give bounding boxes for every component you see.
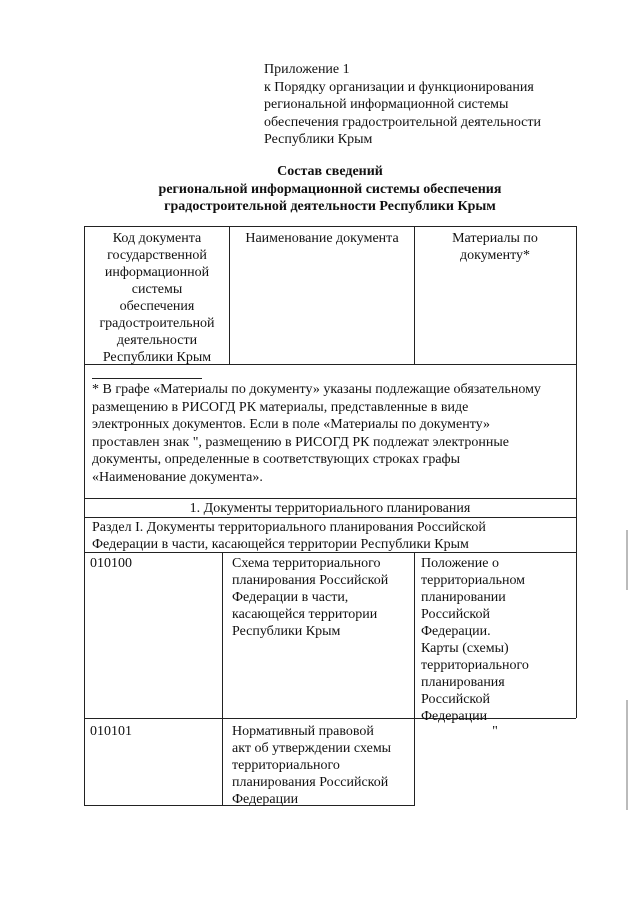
header-divider-1 (229, 226, 230, 364)
row-materials-line: планировании (421, 590, 506, 605)
table-border-footnote-bottom (84, 498, 576, 499)
row-1-name (232, 555, 388, 640)
row-divider-2 (414, 552, 415, 806)
header-divider-2 (414, 226, 415, 364)
footnote-line: проставлен знак ", размещению в РИСОГД РК подлежат электронные (92, 434, 509, 450)
row-materials-line: планирования (421, 675, 505, 690)
row-name-line: Республики Крым (232, 624, 341, 639)
row-code-text: 010101 (90, 724, 132, 739)
row-name-line: Федерации (232, 792, 299, 807)
header-name-cell (231, 230, 413, 247)
row-materials-line: территориального (421, 658, 529, 673)
header-code-line: обеспечения (119, 299, 195, 314)
row-materials-line: Российской (421, 692, 490, 707)
appendix-line: региональной информационной системы (264, 97, 509, 112)
row-name-line: акт об утверждении схемы (232, 741, 392, 756)
footnote-line: размещению в РИСОГД РК материалы, представленные в виде (92, 399, 469, 415)
header-code-line: информационной (104, 265, 210, 280)
row-name-line: планирования Российской (232, 775, 389, 790)
row-1-code (90, 555, 132, 572)
appendix-line: обеспечения градостроительной деятельности (264, 114, 542, 130)
section-title-text: 1. Документы территориального планирования (189, 501, 471, 516)
header-code-line: государственной (107, 248, 207, 263)
row-materials-line: Федерации. (421, 624, 491, 639)
row-name-line: территориального (232, 758, 340, 773)
appendix-line: Республики Крым (264, 132, 373, 147)
row-name-line: Схема территориального (232, 556, 381, 571)
row-name-line: касающейся территории (232, 607, 378, 622)
subsection-line: Федерации в части, касающейся территории Республики Крым (92, 537, 469, 552)
footnote-separator (92, 378, 202, 379)
header-code-cell (86, 230, 228, 366)
header-materials-line: Материалы по (452, 231, 538, 246)
row-1-materials (421, 555, 529, 725)
row-materials-line: Карты (схемы) (421, 641, 509, 656)
header-name-line: Наименование документа (245, 231, 399, 246)
row-name-line: Федерации в части, (232, 590, 349, 605)
row-materials-line: Положение о (421, 556, 499, 571)
header-materials-line: документу* (459, 248, 531, 263)
row-materials-line: Российской (421, 607, 490, 622)
table-border-section-bottom (84, 517, 576, 518)
header-materials-cell (416, 230, 574, 264)
row-code-text: 010100 (90, 556, 132, 571)
header-code-line: градостроительной (99, 316, 215, 331)
row-divider-1 (222, 552, 223, 806)
row-name-line: Нормативный правовой (232, 724, 374, 739)
footnote-line: электронных документов. Если в поле «Материалы по документу» (92, 417, 491, 432)
row-materials-line: Федерации (421, 709, 488, 724)
appendix-header (264, 61, 541, 149)
subsection-line: Раздел I. Документы территориального планирования Российской (92, 520, 486, 535)
row-2-name (232, 723, 391, 808)
document-title (100, 163, 560, 216)
header-code-line: Республики Крым (102, 350, 212, 365)
scan-artifact (626, 700, 628, 810)
title-line: региональной информационной системы обеспечения (158, 181, 502, 197)
header-code-line: деятельности (116, 333, 198, 348)
table-border-top (84, 226, 576, 227)
footnote-line: * В графе «Материалы по документу» указаны подлежащие обязательному (92, 382, 541, 397)
scan-artifact (626, 530, 628, 590)
footnote-line: «Наименование документа». (92, 469, 263, 485)
table-border-right (576, 226, 577, 718)
title-line: градостроительной деятельности Республики Крым (164, 199, 496, 214)
appendix-line: к Порядку организации и функционирования (264, 79, 534, 95)
ditto-mark: " (492, 724, 498, 739)
row-2-code (90, 723, 132, 740)
header-code-line: Код документа (112, 231, 202, 246)
row-name-line: планирования Российской (232, 573, 389, 588)
footnote-line: документы, определенные в соответствующих строках графы (92, 452, 461, 467)
subsection-title (92, 519, 486, 553)
appendix-line: Приложение 1 (264, 62, 350, 77)
table-border-left (84, 226, 85, 806)
row-2-materials (416, 723, 574, 740)
footnote (92, 381, 541, 486)
header-code-line: системы (131, 282, 183, 297)
section-title (86, 500, 574, 517)
title-line: Состав сведений (277, 164, 383, 179)
row-materials-line: территориальном (421, 573, 526, 588)
